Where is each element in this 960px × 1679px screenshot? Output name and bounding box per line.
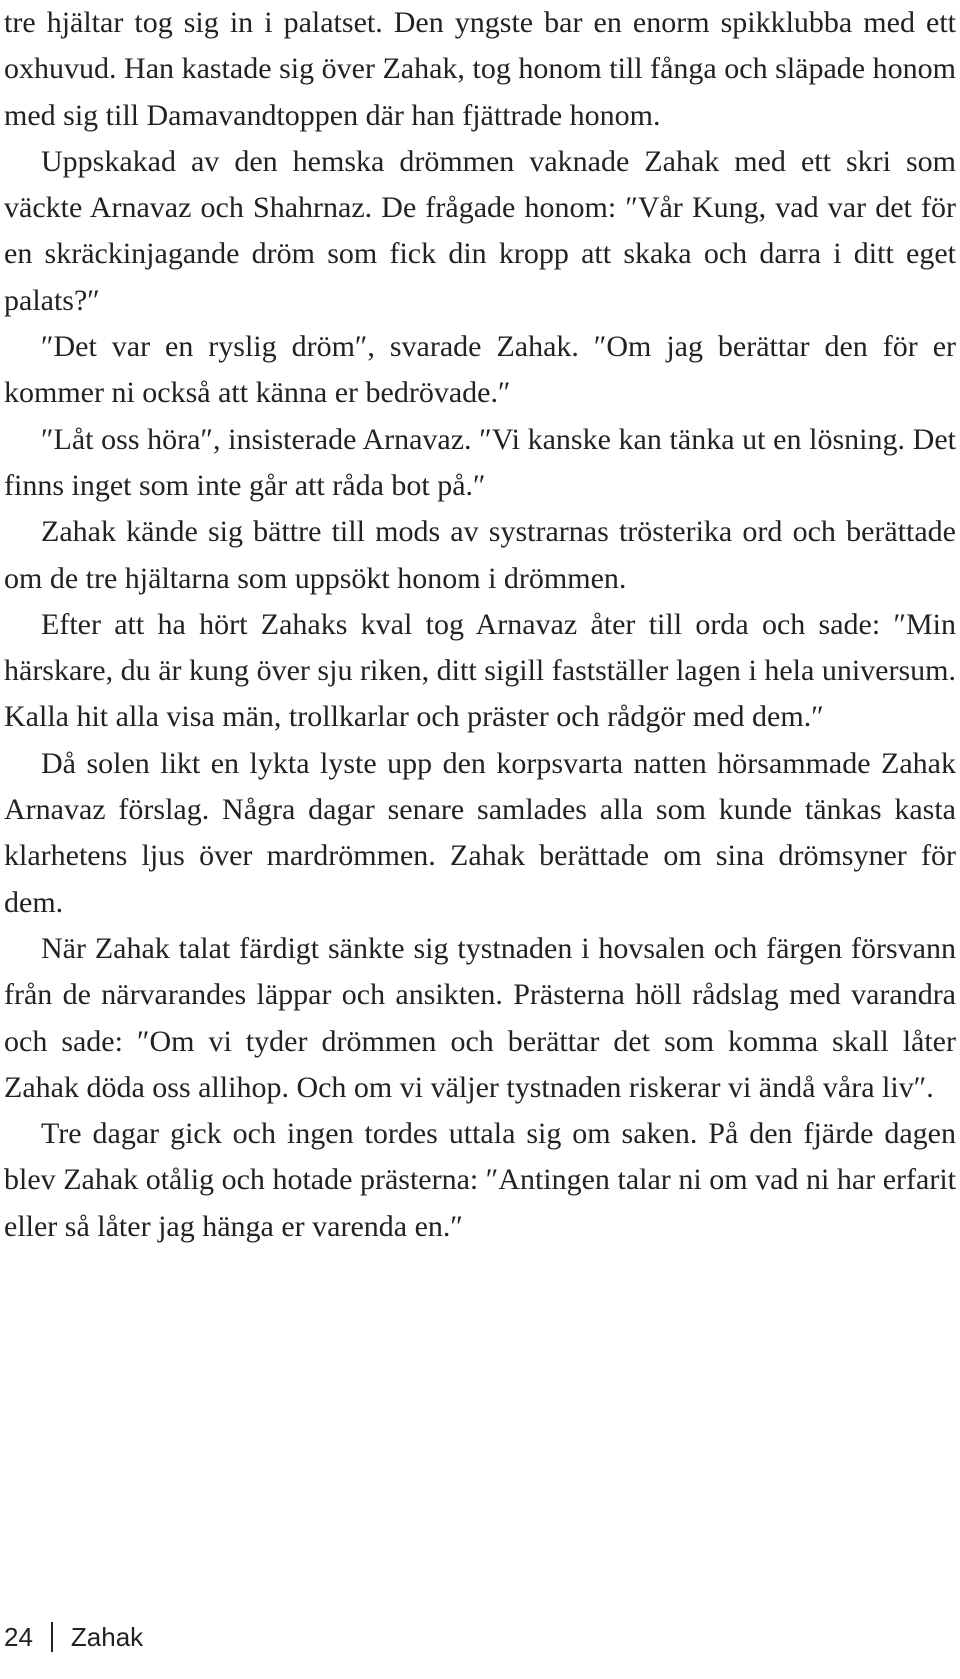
paragraph-4: ″Låt oss höra″, insisterade Arnavaz. ″Vi kanske kan tänka ut en lösning. Det finns inget som inte går att råda bot på.″ (4, 422, 956, 502)
paragraph-7: Då solen likt en lykta lyste upp den korpsvarta natten hörsammade Zahak Arnavaz förslag. Några dagar senare samlades alla som kunde tänkas kasta klarhetens ljus över mardrömmen. Zahak berättade om sina drömsyner för dem. (4, 746, 956, 919)
paragraph-8: När Zahak talat färdigt sänkte sig tystnaden i hovsalen och färgen försvann från de närvarandes läppar och ansikten. Prästerna höll rådslag med varandra och sade: ″Om vi tyder drömmen och berättar det som komma skall låter Zahak döda oss allihop. Och om vi väljer tystnaden riskerar vi ändå våra liv″. (4, 931, 956, 1104)
paragraph-9: Tre dagar gick och ingen tordes uttala sig om saken. På den fjärde dagen blev Zahak otålig och hotade prästerna: ″Antingen talar ni om vad ni har erfarit eller så låter jag hänga er varenda en.″ (4, 1117, 956, 1243)
paragraph-2: Uppskakad av den hemska drömmen vaknade Zahak med ett skri som väckte Arnavaz och Shahrnaz. De frågade honom: ″Vår Kung, vad var det för en skräckinjagande dröm som fick din kropp att skaka och darra i ditt eget palats?″ (4, 144, 956, 317)
paragraph-6: Efter att ha hört Zahaks kval tog Arnavaz åter till orda och sade: ″Min härskare, du är kung över sju riken, ditt sigill fastställer lagen i hela universum. Kalla hit alla visa män, trollkarlar och präster och rådgör med dem.″ (4, 607, 956, 734)
paragraph-1: tre hjältar tog sig in i palatset. Den yngste bar en enorm spikklubba med ett oxhuvud. Han kastade sig över Zahak, tog honom till fånga och släpade honom med sig till Damavandtoppen där han fjättrade honom. (4, 6, 956, 132)
running-title: Zahak (70, 1622, 144, 1652)
paragraph-5: Zahak kände sig bättre till mods av systrarnas trösterika ord och berättade om de tre hjältarna som uppsökt honom i drömmen. (4, 515, 956, 595)
page-body-text (4, 0, 956, 1250)
footer-divider (51, 1622, 53, 1652)
page-footer (4, 1621, 143, 1653)
page-number: 24 (4, 1622, 33, 1652)
paragraph-3: ″Det var en ryslig dröm″, svarade Zahak. ″Om jag berättar den för er kommer ni också att känna er bedrövade.″ (4, 330, 956, 410)
